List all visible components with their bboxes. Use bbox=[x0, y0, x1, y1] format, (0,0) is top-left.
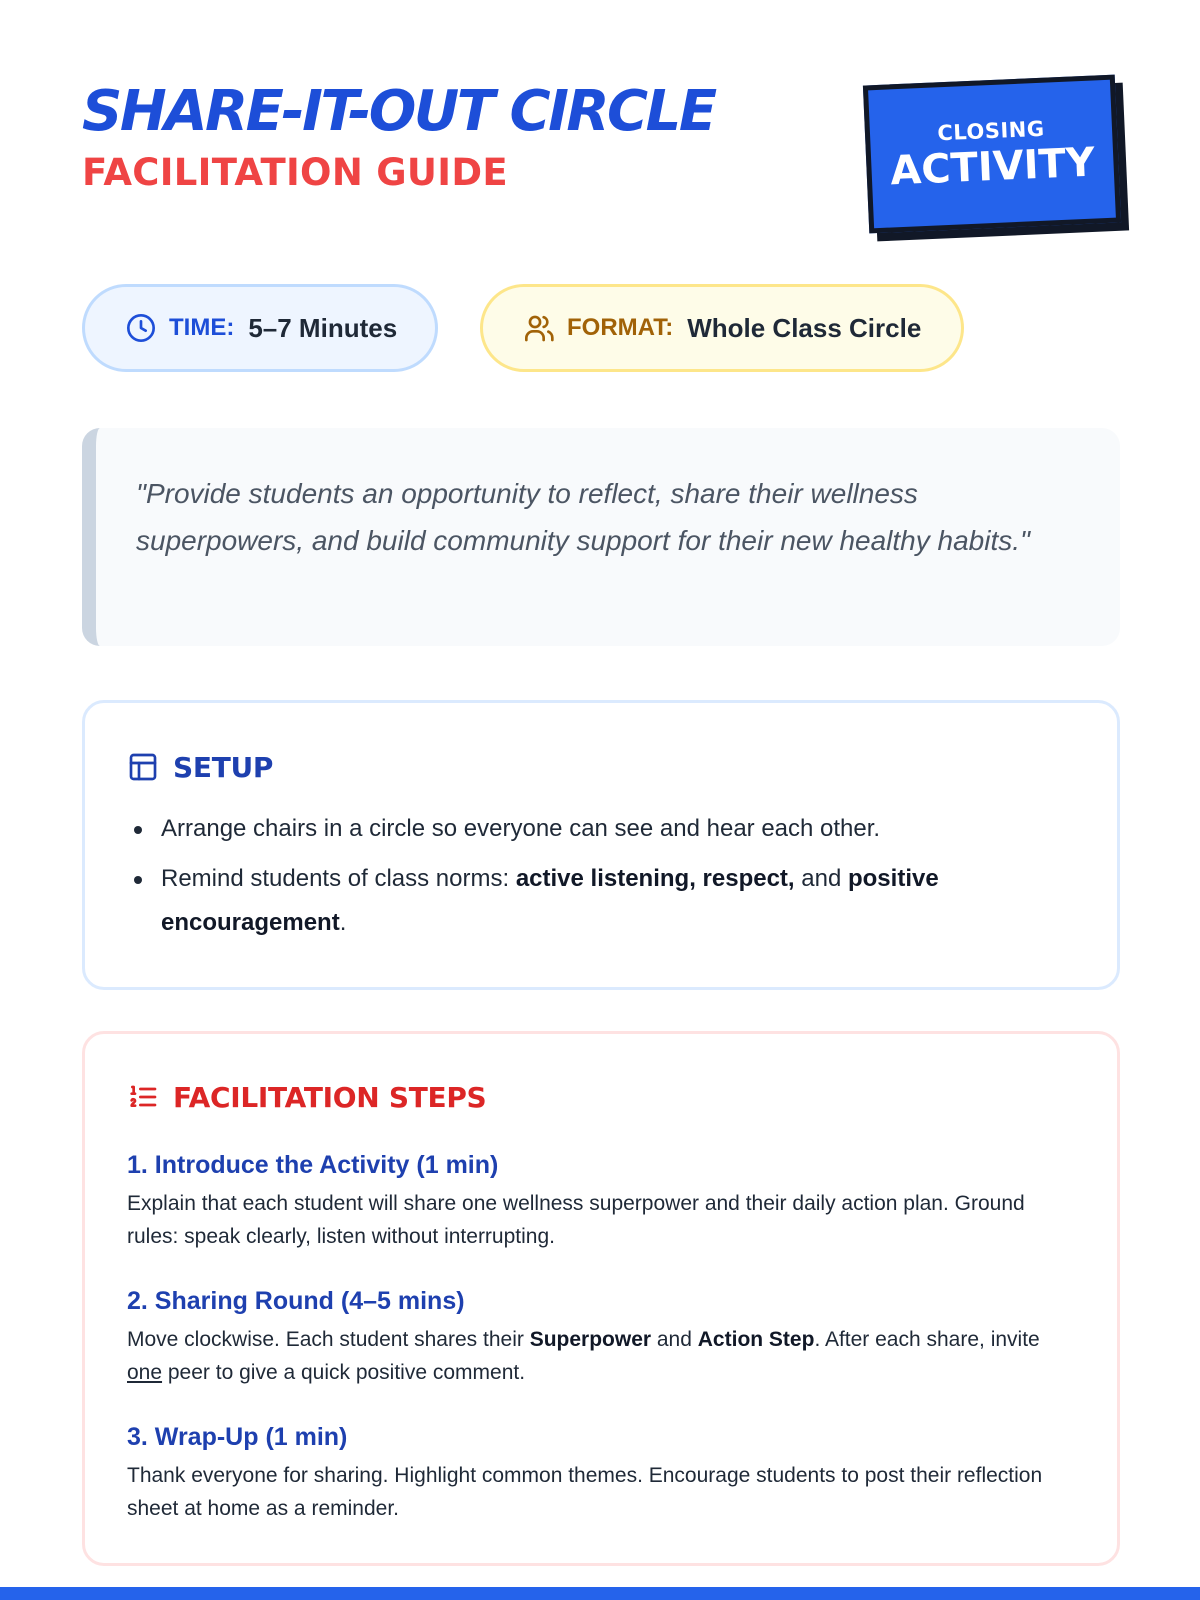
step-item bbox=[127, 1149, 1075, 1253]
setup-item-middle: and bbox=[794, 865, 848, 892]
time-pill bbox=[82, 284, 438, 372]
step-body-underline: one bbox=[127, 1361, 163, 1384]
step-body-bold: Action Step bbox=[697, 1328, 815, 1351]
setup-item-text: Arrange chairs in a circle so everyone can see and hear each other. bbox=[161, 815, 881, 842]
time-value: 5–7 Minutes bbox=[248, 312, 398, 343]
step-body-text: and bbox=[651, 1328, 698, 1351]
step-body-text: Move clockwise. Each student shares their bbox=[127, 1328, 530, 1351]
step-body: Thank everyone for sharing. Highlight common themes. Encourage students to post their reflection sheet at home as a reminder. bbox=[127, 1464, 1043, 1520]
step-item bbox=[127, 1285, 1075, 1389]
guide-subtitle: FACILITATION GUIDE bbox=[82, 151, 508, 194]
setup-title: SETUP bbox=[173, 750, 274, 784]
step-body-text: . After each share, invite bbox=[814, 1328, 1040, 1351]
badge-small-label: CLOSING bbox=[936, 117, 1046, 146]
steps-header bbox=[127, 1077, 1075, 1117]
setup-card bbox=[82, 700, 1120, 990]
setup-item-bold: positive encouragement bbox=[161, 865, 939, 936]
step-title: 2. Sharing Round (4–5 mins) bbox=[127, 1287, 465, 1315]
time-label: TIME: bbox=[169, 314, 235, 341]
step-body-bold: Superpower bbox=[529, 1328, 652, 1351]
bottom-accent-bar bbox=[0, 1587, 1200, 1600]
format-label: FORMAT: bbox=[567, 314, 674, 341]
step-title: 3. Wrap-Up (1 min) bbox=[127, 1423, 348, 1451]
closing-activity-badge bbox=[866, 80, 1118, 228]
setup-list bbox=[127, 807, 1075, 945]
purpose-quote bbox=[82, 428, 1120, 646]
step-body: Explain that each student will share one wellness superpower and their daily action plan. Ground rules: speak clearly, listen without interrupting. bbox=[127, 1192, 1025, 1248]
guide-title: SHARE-IT-OUT CIRCLE bbox=[82, 79, 715, 144]
list-item bbox=[127, 857, 1075, 945]
steps-title: FACILITATION STEPS bbox=[173, 1080, 487, 1114]
step-body bbox=[127, 1323, 1075, 1389]
quote-text: "Provide students an opportunity to reflect, share their wellness superpowers, and build community support for their new healthy habits." bbox=[136, 478, 1030, 556]
facilitation-steps-card bbox=[82, 1031, 1120, 1566]
users-icon bbox=[523, 312, 555, 344]
format-value: Whole Class Circle bbox=[687, 312, 922, 343]
setup-item-bold: active listening, respect, bbox=[515, 865, 795, 892]
format-pill bbox=[480, 284, 964, 372]
layout-icon bbox=[127, 751, 159, 783]
list-item bbox=[127, 807, 1075, 851]
clock-icon bbox=[125, 312, 157, 344]
setup-item-prefix: Remind students of class norms: bbox=[161, 865, 516, 892]
step-body-text: peer to give a quick positive comment. bbox=[162, 1361, 526, 1384]
setup-header bbox=[127, 747, 1075, 787]
setup-item-suffix: . bbox=[339, 909, 347, 936]
step-title: 1. Introduce the Activity (1 min) bbox=[127, 1151, 499, 1179]
numbered-list-icon bbox=[127, 1081, 159, 1113]
badge-face bbox=[863, 75, 1121, 234]
badge-big-label: ACTIVITY bbox=[889, 139, 1096, 195]
step-item bbox=[127, 1421, 1075, 1525]
